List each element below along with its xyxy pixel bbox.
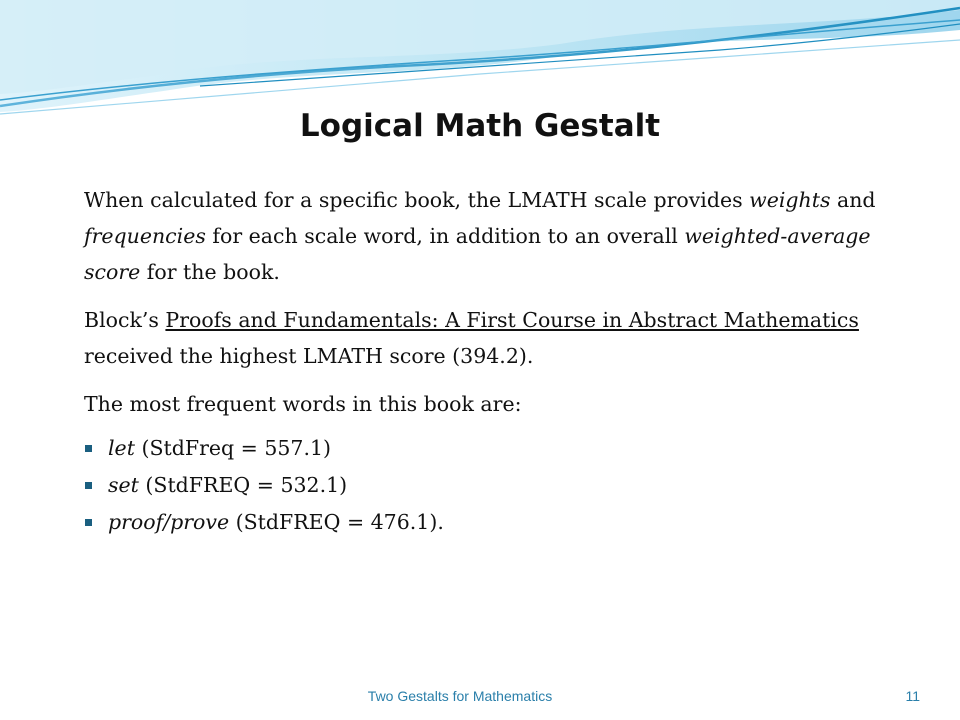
list-item [84,467,894,503]
paragraph-highest-score [84,302,894,374]
text-segment: When calculated for a specific book, the LMATH scale provides [84,188,750,212]
emphasis-weighted-average-score: weighted-average score [84,224,871,284]
emphasis-weights: weights [749,188,831,212]
paragraph-lmath-scale [84,182,894,290]
paragraph-frequent-words: The most frequent words in this book are: [84,392,522,416]
frequent-words-list [84,430,894,540]
text-segment: received the highest LMATH score (394.2). [84,344,534,368]
text-segment: for the book. [140,260,280,284]
list-item [84,430,894,466]
word-stat: (StdFREQ = 476.1). [229,510,444,534]
text-segment: and [830,188,876,212]
square-bullet-icon [85,482,92,489]
footer-title: Two Gestalts for Mathematics [367,688,553,704]
square-bullet-icon [85,445,92,452]
emphasis-frequencies: frequencies [84,224,206,248]
page-number: 11 [905,688,920,704]
slide-title: Logical Math Gestalt [299,108,661,144]
word-stat: (StdFREQ = 532.1) [138,473,348,497]
word-stat: (StdFreq = 557.1) [134,436,332,460]
text-segment: Block’s [84,308,166,332]
text-segment: for each scale word, in addition to an overall [205,224,685,248]
book-title: Proofs and Fundamentals: A First Course in Abstract Mathematics [165,308,859,332]
word-term: let [108,436,135,460]
square-bullet-icon [85,519,92,526]
word-term: proof/prove [108,510,230,534]
slide-body [84,182,894,541]
word-term: set [108,473,139,497]
list-item [84,504,894,540]
